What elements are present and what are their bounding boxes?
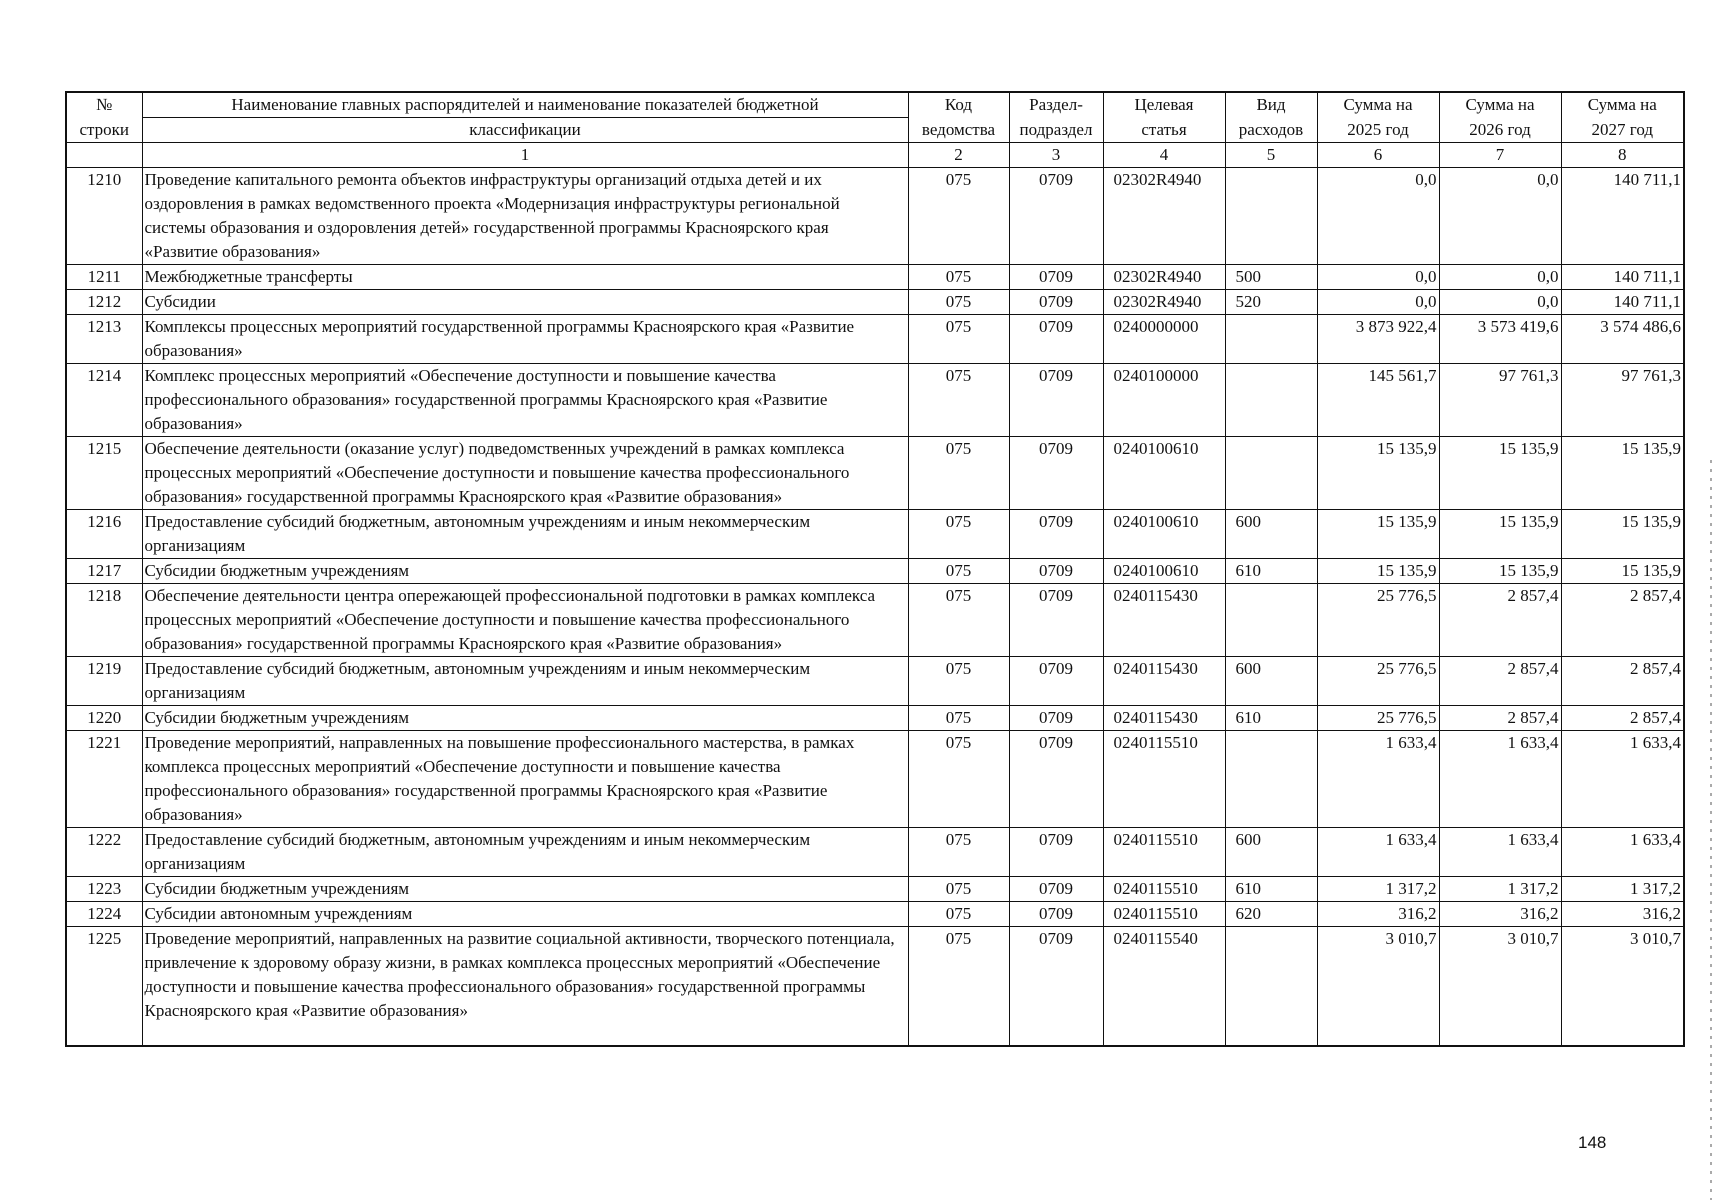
cell-row-no: 1225	[66, 927, 142, 1047]
table-row	[66, 877, 1684, 902]
cell-expense-type	[1225, 315, 1317, 364]
cell-section: 0709	[1009, 315, 1103, 364]
cell-row-no: 1218	[66, 584, 142, 657]
cell-sum-2026: 2 857,4	[1439, 584, 1561, 657]
cell-row-no: 1222	[66, 828, 142, 877]
cell-row-no: 1212	[66, 290, 142, 315]
cell-sum-2025: 1 317,2	[1317, 877, 1439, 902]
cell-expense-type: 610	[1225, 877, 1317, 902]
cell-sum-2025: 1 633,4	[1317, 731, 1439, 828]
cell-section: 0709	[1009, 657, 1103, 706]
cell-sum-2027: 97 761,3	[1561, 364, 1684, 437]
cell-row-no: 1215	[66, 437, 142, 510]
cell-sum-2026: 0,0	[1439, 168, 1561, 265]
cell-name: Предоставление субсидий бюджетным, автономным учреждениям и иным некоммерческим организациям	[142, 657, 908, 706]
cell-expense-type: 600	[1225, 657, 1317, 706]
cell-sum-2025: 25 776,5	[1317, 706, 1439, 731]
cell-section: 0709	[1009, 265, 1103, 290]
cell-section: 0709	[1009, 559, 1103, 584]
cell-name: Субсидии	[142, 290, 908, 315]
cell-name: Обеспечение деятельности центра опережающей профессиональной подготовки в рамках комплекса процессных мероприятий «Обеспечение доступности и повышение качества профессионального образования» государственной программы Красноярского края «Развитие образования»	[142, 584, 908, 657]
cell-expense-type: 500	[1225, 265, 1317, 290]
cell-name: Комплексы процессных мероприятий государственной программы Красноярского края «Развитие образования»	[142, 315, 908, 364]
cell-sum-2027: 15 135,9	[1561, 559, 1684, 584]
table-row	[66, 510, 1684, 559]
cell-target-article: 0240115430	[1103, 706, 1225, 731]
scan-edge-mark	[1710, 460, 1712, 1200]
cell-sum-2026: 0,0	[1439, 265, 1561, 290]
header-name-2: классификации	[142, 118, 908, 143]
cell-row-no: 1223	[66, 877, 142, 902]
table-row	[66, 559, 1684, 584]
cell-row-no: 1211	[66, 265, 142, 290]
cell-sum-2026: 15 135,9	[1439, 437, 1561, 510]
cell-row-no: 1219	[66, 657, 142, 706]
cell-row-no: 1224	[66, 902, 142, 927]
cell-expense-type: 600	[1225, 828, 1317, 877]
column-number-blank	[66, 143, 142, 168]
cell-sum-2027: 2 857,4	[1561, 657, 1684, 706]
cell-section: 0709	[1009, 731, 1103, 828]
cell-row-no: 1221	[66, 731, 142, 828]
header-sum-2025: Сумма на	[1317, 92, 1439, 118]
table-header	[66, 92, 1684, 168]
table-row	[66, 927, 1684, 1047]
cell-sum-2025: 1 633,4	[1317, 828, 1439, 877]
cell-sum-2027: 316,2	[1561, 902, 1684, 927]
header-sum-2025-2: 2025 год	[1317, 118, 1439, 143]
cell-sum-2027: 1 633,4	[1561, 731, 1684, 828]
cell-expense-type: 600	[1225, 510, 1317, 559]
cell-expense-type: 620	[1225, 902, 1317, 927]
cell-row-no: 1210	[66, 168, 142, 265]
cell-sum-2025: 0,0	[1317, 290, 1439, 315]
cell-name: Проведение капитального ремонта объектов инфраструктуры организаций отдыха детей и их оздоровления в рамках ведомственного проекта «Модернизация инфраструктуры региональной системы образования и оздоровления детей» государственной программы Красноярского края «Развитие образования»	[142, 168, 908, 265]
cell-target-article: 0240100000	[1103, 364, 1225, 437]
page-number: 148	[1578, 1133, 1607, 1152]
cell-expense-type	[1225, 168, 1317, 265]
header-section: Раздел-	[1009, 92, 1103, 118]
cell-target-article: 0240115430	[1103, 657, 1225, 706]
cell-name: Субсидии бюджетным учреждениям	[142, 706, 908, 731]
cell-sum-2025: 0,0	[1317, 168, 1439, 265]
table-row	[66, 902, 1684, 927]
header-sum-2026-2: 2026 год	[1439, 118, 1561, 143]
cell-target-article: 0240100610	[1103, 437, 1225, 510]
cell-target-article: 0240115510	[1103, 731, 1225, 828]
cell-sum-2026: 1 633,4	[1439, 828, 1561, 877]
header-row-no-2: строки	[66, 118, 142, 143]
header-expense-type: Вид	[1225, 92, 1317, 118]
cell-sum-2027: 140 711,1	[1561, 290, 1684, 315]
cell-sum-2027: 2 857,4	[1561, 706, 1684, 731]
header-target-article: Целевая	[1103, 92, 1225, 118]
cell-expense-type: 610	[1225, 706, 1317, 731]
column-number: 8	[1561, 143, 1684, 168]
cell-section: 0709	[1009, 828, 1103, 877]
cell-sum-2026: 2 857,4	[1439, 657, 1561, 706]
cell-sum-2026: 1 317,2	[1439, 877, 1561, 902]
cell-target-article: 0240115540	[1103, 927, 1225, 1047]
cell-sum-2025: 25 776,5	[1317, 584, 1439, 657]
cell-sum-2025: 0,0	[1317, 265, 1439, 290]
cell-target-article: 02302R4940	[1103, 265, 1225, 290]
cell-sum-2025: 15 135,9	[1317, 437, 1439, 510]
cell-sum-2025: 316,2	[1317, 902, 1439, 927]
cell-sum-2027: 3 574 486,6	[1561, 315, 1684, 364]
cell-sum-2025: 15 135,9	[1317, 559, 1439, 584]
cell-sum-2026: 1 633,4	[1439, 731, 1561, 828]
cell-sum-2026: 0,0	[1439, 290, 1561, 315]
cell-dept-code: 075	[908, 290, 1009, 315]
cell-section: 0709	[1009, 584, 1103, 657]
header-section-2: подраздел	[1009, 118, 1103, 143]
cell-dept-code: 075	[908, 168, 1009, 265]
cell-row-no: 1213	[66, 315, 142, 364]
cell-expense-type: 520	[1225, 290, 1317, 315]
table-row	[66, 437, 1684, 510]
cell-sum-2027: 1 633,4	[1561, 828, 1684, 877]
table-row	[66, 584, 1684, 657]
cell-section: 0709	[1009, 437, 1103, 510]
column-number: 6	[1317, 143, 1439, 168]
table-row	[66, 168, 1684, 265]
cell-target-article: 0240115510	[1103, 902, 1225, 927]
table-row	[66, 315, 1684, 364]
cell-target-article: 02302R4940	[1103, 290, 1225, 315]
cell-sum-2025: 25 776,5	[1317, 657, 1439, 706]
cell-sum-2026: 316,2	[1439, 902, 1561, 927]
cell-target-article: 0240100610	[1103, 559, 1225, 584]
cell-name: Проведение мероприятий, направленных на повышение профессионального мастерства, в рамках комплекса процессных мероприятий «Обеспечение доступности и повышение качества профессионального образования» государственной программы Красноярского края «Развитие образования»	[142, 731, 908, 828]
table-row	[66, 706, 1684, 731]
cell-section: 0709	[1009, 877, 1103, 902]
cell-name: Межбюджетные трансферты	[142, 265, 908, 290]
cell-expense-type: 610	[1225, 559, 1317, 584]
cell-dept-code: 075	[908, 828, 1009, 877]
cell-target-article: 0240115510	[1103, 877, 1225, 902]
cell-sum-2026: 3 010,7	[1439, 927, 1561, 1047]
cell-sum-2025: 3 010,7	[1317, 927, 1439, 1047]
cell-expense-type	[1225, 437, 1317, 510]
cell-sum-2027: 15 135,9	[1561, 510, 1684, 559]
header-target-article-2: статья	[1103, 118, 1225, 143]
table-row	[66, 657, 1684, 706]
cell-dept-code: 075	[908, 510, 1009, 559]
cell-dept-code: 075	[908, 927, 1009, 1047]
table-row	[66, 731, 1684, 828]
cell-name: Субсидии автономным учреждениям	[142, 902, 908, 927]
budget-table	[65, 91, 1685, 1047]
header-expense-type-2: расходов	[1225, 118, 1317, 143]
cell-dept-code: 075	[908, 315, 1009, 364]
column-number: 2	[908, 143, 1009, 168]
column-number: 7	[1439, 143, 1561, 168]
cell-target-article: 0240000000	[1103, 315, 1225, 364]
table-row	[66, 290, 1684, 315]
cell-sum-2026: 97 761,3	[1439, 364, 1561, 437]
cell-sum-2026: 15 135,9	[1439, 559, 1561, 584]
header-name: Наименование главных распорядителей и наименование показателей бюджетной	[142, 92, 908, 118]
cell-dept-code: 075	[908, 559, 1009, 584]
cell-row-no: 1216	[66, 510, 142, 559]
cell-sum-2026: 3 573 419,6	[1439, 315, 1561, 364]
cell-expense-type	[1225, 584, 1317, 657]
cell-sum-2027: 140 711,1	[1561, 265, 1684, 290]
column-number: 1	[142, 143, 908, 168]
cell-section: 0709	[1009, 927, 1103, 1047]
cell-dept-code: 075	[908, 706, 1009, 731]
cell-dept-code: 075	[908, 364, 1009, 437]
column-number: 3	[1009, 143, 1103, 168]
cell-section: 0709	[1009, 902, 1103, 927]
cell-target-article: 02302R4940	[1103, 168, 1225, 265]
table-row	[66, 828, 1684, 877]
cell-row-no: 1220	[66, 706, 142, 731]
cell-expense-type	[1225, 731, 1317, 828]
cell-row-no: 1214	[66, 364, 142, 437]
cell-section: 0709	[1009, 290, 1103, 315]
cell-sum-2027: 3 010,7	[1561, 927, 1684, 1047]
cell-section: 0709	[1009, 706, 1103, 731]
cell-sum-2027: 15 135,9	[1561, 437, 1684, 510]
header-sum-2027: Сумма на	[1561, 92, 1684, 118]
table-row	[66, 265, 1684, 290]
cell-dept-code: 075	[908, 437, 1009, 510]
table-body	[66, 168, 1684, 1047]
cell-target-article: 0240115510	[1103, 828, 1225, 877]
cell-row-no: 1217	[66, 559, 142, 584]
cell-section: 0709	[1009, 168, 1103, 265]
cell-sum-2027: 2 857,4	[1561, 584, 1684, 657]
cell-sum-2027: 140 711,1	[1561, 168, 1684, 265]
cell-dept-code: 075	[908, 265, 1009, 290]
cell-target-article: 0240100610	[1103, 510, 1225, 559]
cell-expense-type	[1225, 364, 1317, 437]
cell-name: Обеспечение деятельности (оказание услуг) подведомственных учреждений в рамках комплекса процессных мероприятий «Обеспечение доступности и повышение качества профессионального образования» государственной программы Красноярского края «Развитие образования»	[142, 437, 908, 510]
cell-dept-code: 075	[908, 902, 1009, 927]
cell-section: 0709	[1009, 364, 1103, 437]
header-sum-2027-2: 2027 год	[1561, 118, 1684, 143]
header-sum-2026: Сумма на	[1439, 92, 1561, 118]
cell-dept-code: 075	[908, 731, 1009, 828]
header-dept-code-2: ведомства	[908, 118, 1009, 143]
cell-dept-code: 075	[908, 657, 1009, 706]
cell-sum-2026: 2 857,4	[1439, 706, 1561, 731]
header-row-no: №	[66, 92, 142, 118]
column-number: 5	[1225, 143, 1317, 168]
cell-target-article: 0240115430	[1103, 584, 1225, 657]
cell-name: Предоставление субсидий бюджетным, автономным учреждениям и иным некоммерческим организациям	[142, 828, 908, 877]
cell-dept-code: 075	[908, 877, 1009, 902]
cell-section: 0709	[1009, 510, 1103, 559]
cell-sum-2025: 15 135,9	[1317, 510, 1439, 559]
header-dept-code: Код	[908, 92, 1009, 118]
cell-dept-code: 075	[908, 584, 1009, 657]
cell-name: Проведение мероприятий, направленных на развитие социальной активности, творческого потенциала, привлечение к здоровому образу жизни, в рамках комплекса процессных мероприятий «Обеспечение доступности и повышение качества профессионального образования» государственной программы Красноярского края «Развитие образования»	[142, 927, 908, 1047]
cell-sum-2025: 3 873 922,4	[1317, 315, 1439, 364]
cell-name: Субсидии бюджетным учреждениям	[142, 559, 908, 584]
table-row	[66, 364, 1684, 437]
cell-name: Субсидии бюджетным учреждениям	[142, 877, 908, 902]
column-number-row	[66, 143, 1684, 168]
cell-sum-2027: 1 317,2	[1561, 877, 1684, 902]
column-number: 4	[1103, 143, 1225, 168]
budget-table-container	[65, 91, 1685, 1047]
cell-expense-type	[1225, 927, 1317, 1047]
cell-name: Предоставление субсидий бюджетным, автономным учреждениям и иным некоммерческим организациям	[142, 510, 908, 559]
cell-sum-2025: 145 561,7	[1317, 364, 1439, 437]
cell-name: Комплекс процессных мероприятий «Обеспечение доступности и повышение качества профессионального образования» государственной программы Красноярского края «Развитие образования»	[142, 364, 908, 437]
cell-sum-2026: 15 135,9	[1439, 510, 1561, 559]
